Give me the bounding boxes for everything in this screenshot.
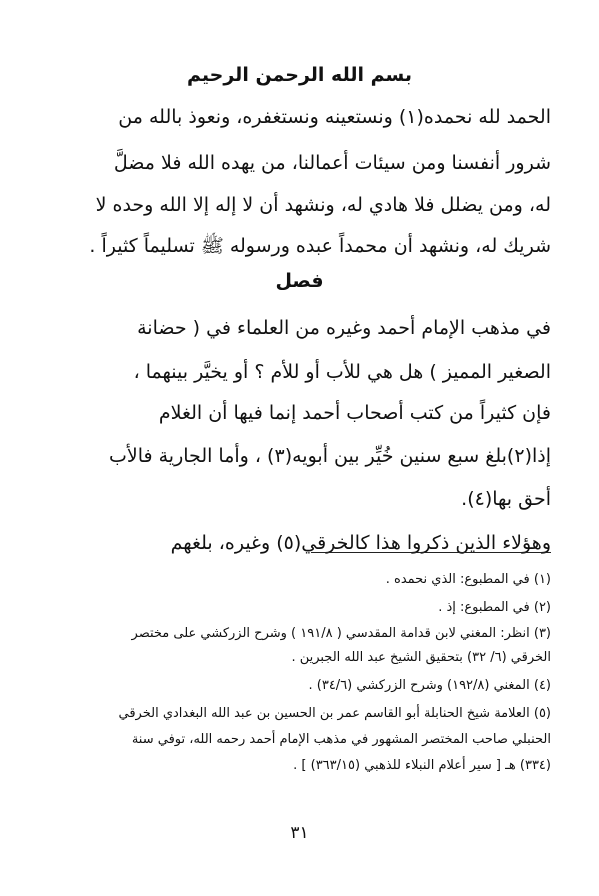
section-heading: فصل <box>275 270 324 292</box>
footnote-3-line-2: الخرقي (٦/ ٣٢) بتحقيق الشيخ عبد الله الجبرين . <box>291 650 551 665</box>
footnote-3-line-1: (٣) انظر: المغني لابن قدامة المقدسي ( ١٩١/٨ ) وشرح الزركشي على مختصر <box>131 626 551 641</box>
intro-line-3: له، ومن يضلل فلا هادي له، ونشهد أن لا إله إلا الله وحده لا <box>95 194 551 216</box>
page-number: ٣١ <box>290 823 309 843</box>
intro-line-1: الحمد لله نحمده(١) ونستعينه ونستغفره، ونعوذ بالله من <box>118 106 551 128</box>
footnote-separator <box>311 552 551 553</box>
body-line-1: في مذهب الإمام أحمد وغيره من العلماء في ( حضانة <box>137 317 551 339</box>
footnote-5-line-2: الحنبلي صاحب المختصر المشهور في مذهب الإمام أحمد رحمه الله، توفي سنة <box>131 732 551 747</box>
footnote-4: (٤) المغني (١٩٢/٨) وشرح الزركشي (٣٤/٦) . <box>308 678 551 693</box>
body-line-2: الصغير المميز ) هل هي للأب أو للأم ؟ أو يخيَّر بينهما ، <box>133 361 551 383</box>
footnote-5-line-3: (٣٣٤) هـ [ سير أعلام النبلاء للذهبي (٣٦٣/١٥) ] . <box>293 758 551 773</box>
body-line-6: وهؤلاء الذين ذكروا هذا كالخرقي(٥) وغيره، بلغهم <box>170 532 551 554</box>
footnote-1: (١) في المطبوع: الذي نحمده . <box>385 572 551 587</box>
basmala-heading: بسم الله الرحمن الرحيم <box>187 64 412 86</box>
intro-line-2: شرور أنفسنا ومن سيئات أعمالنا، من يهده الله فلا مضلَّ <box>113 152 551 174</box>
intro-line-4: شريك له، ونشهد أن محمداً عبده ورسوله ﷺ تسليماً كثيراً . <box>89 235 551 257</box>
footnote-5-line-1: (٥) العلامة شيخ الحنابلة أبو القاسم عمر بن الحسين بن عبد الله البغدادي الخرقي <box>118 706 551 721</box>
body-line-4: إذا(٢)بلغ سبع سنين خُيِّر بين أبويه(٣) ، وأما الجارية فالأب <box>108 445 551 467</box>
body-line-5: أحق بها(٤). <box>461 488 551 510</box>
body-line-3: فإن كثيراً من كتب أصحاب أحمد إنما فيها أن الغلام <box>158 402 551 424</box>
footnote-2: (٢) في المطبوع: إذ . <box>438 600 551 615</box>
